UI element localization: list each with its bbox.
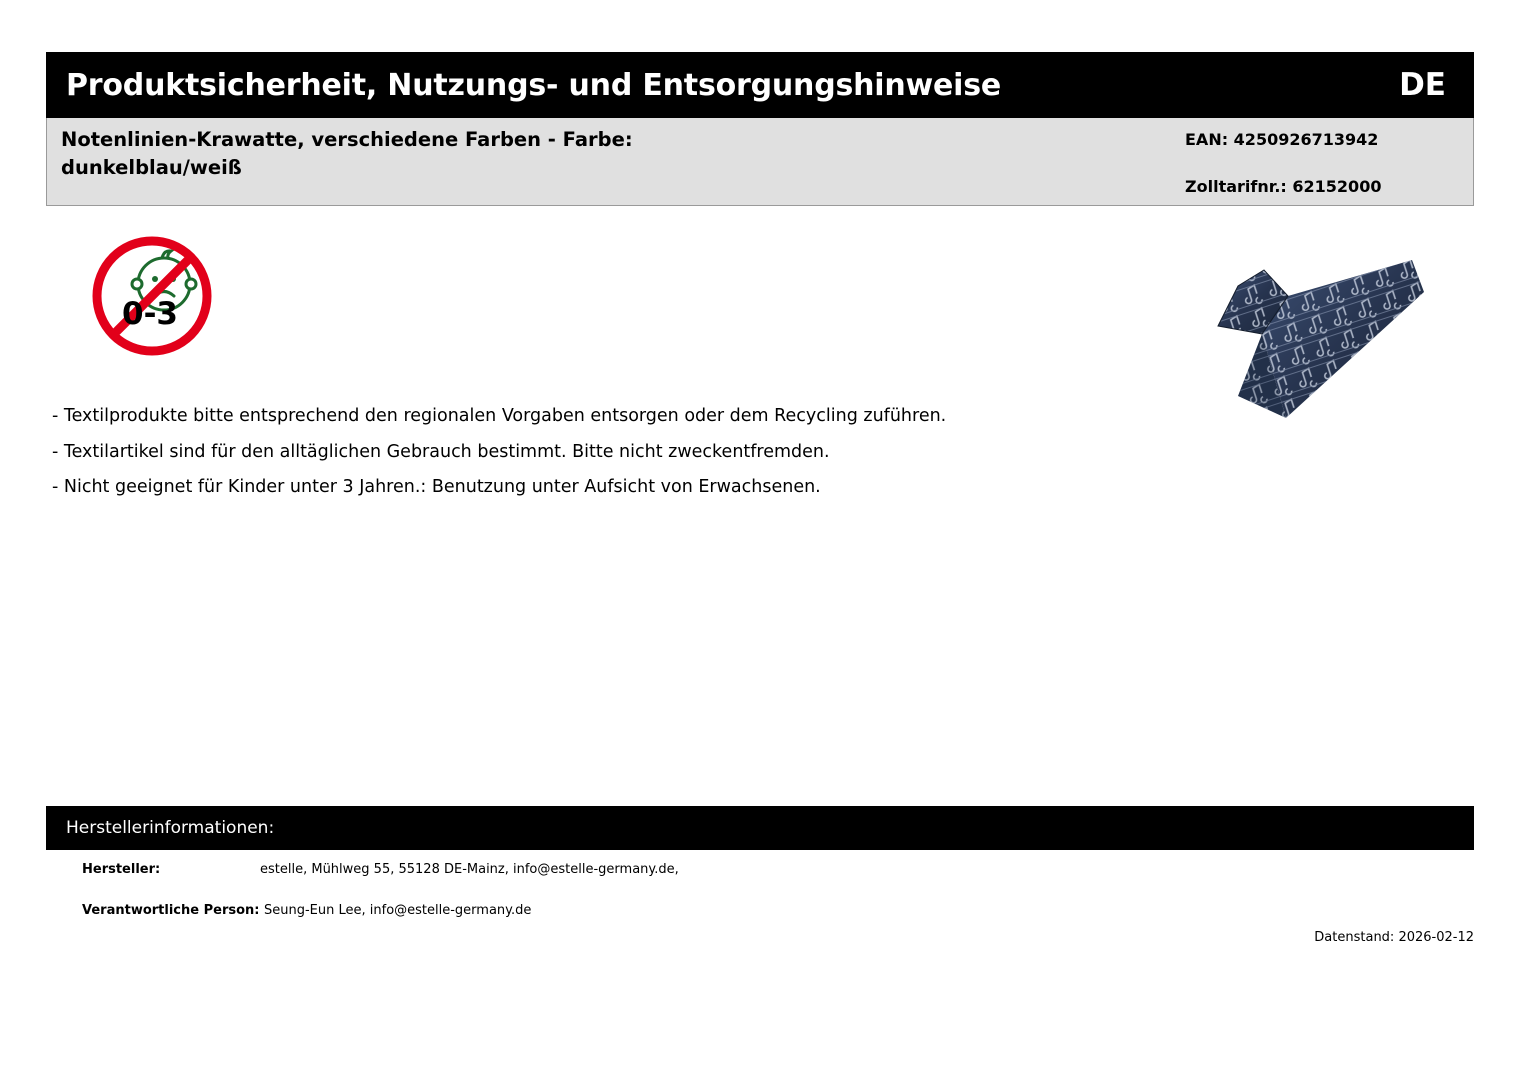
manufacturer-details xyxy=(46,850,1474,932)
responsible-person-row xyxy=(46,891,1474,932)
manufacturer-label: Hersteller: xyxy=(82,862,161,877)
product-name-container xyxy=(47,118,1053,205)
product-codes xyxy=(1053,118,1473,205)
responsible-person-label: Verantwortliche Person: xyxy=(82,903,260,918)
manufacturer-row xyxy=(46,850,1474,891)
responsible-person-value: Seung-Eun Lee, info@estelle-germany.de xyxy=(264,903,532,918)
ean-code: EAN: 4250926713942 xyxy=(1185,130,1379,149)
document-header xyxy=(46,52,1474,118)
usage-notes-list xyxy=(52,408,1352,515)
language-badge: DE xyxy=(1399,67,1446,103)
manufacturer-value: estelle, Mühlweg 55, 55128 DE-Mainz, info@estelle-germany.de, xyxy=(260,862,679,877)
tariff-number: Zolltarifnr.: 62152000 xyxy=(1185,177,1382,196)
no-children-under-3-icon xyxy=(78,236,226,364)
note-item: - Nicht geeignet für Kinder unter 3 Jahren.: Benutzung unter Aufsicht von Erwachsenen. xyxy=(52,477,821,497)
data-status-date: Datenstand: 2026-02-12 xyxy=(1314,930,1474,945)
manufacturer-section-header xyxy=(46,806,1474,850)
manufacturer-section-title: Herstellerinformationen: xyxy=(66,818,275,838)
product-name: Notenlinien-Krawatte, verschiedene Farben - Farbe: dunkelblau/weiß xyxy=(61,128,633,180)
product-info-band xyxy=(46,118,1474,206)
note-item: - Textilartikel sind für den alltäglichen Gebrauch bestimmt. Bitte nicht zweckentfremden. xyxy=(52,441,830,462)
svg-text:0-3: 0-3 xyxy=(122,296,179,332)
page-title: Produktsicherheit, Nutzungs- und Entsorgungshinweise xyxy=(66,67,1002,103)
note-item: - Textilprodukte bitte entsprechend den regionalen Vorgaben entsorgen oder dem Recycling zuführen. xyxy=(52,406,947,426)
